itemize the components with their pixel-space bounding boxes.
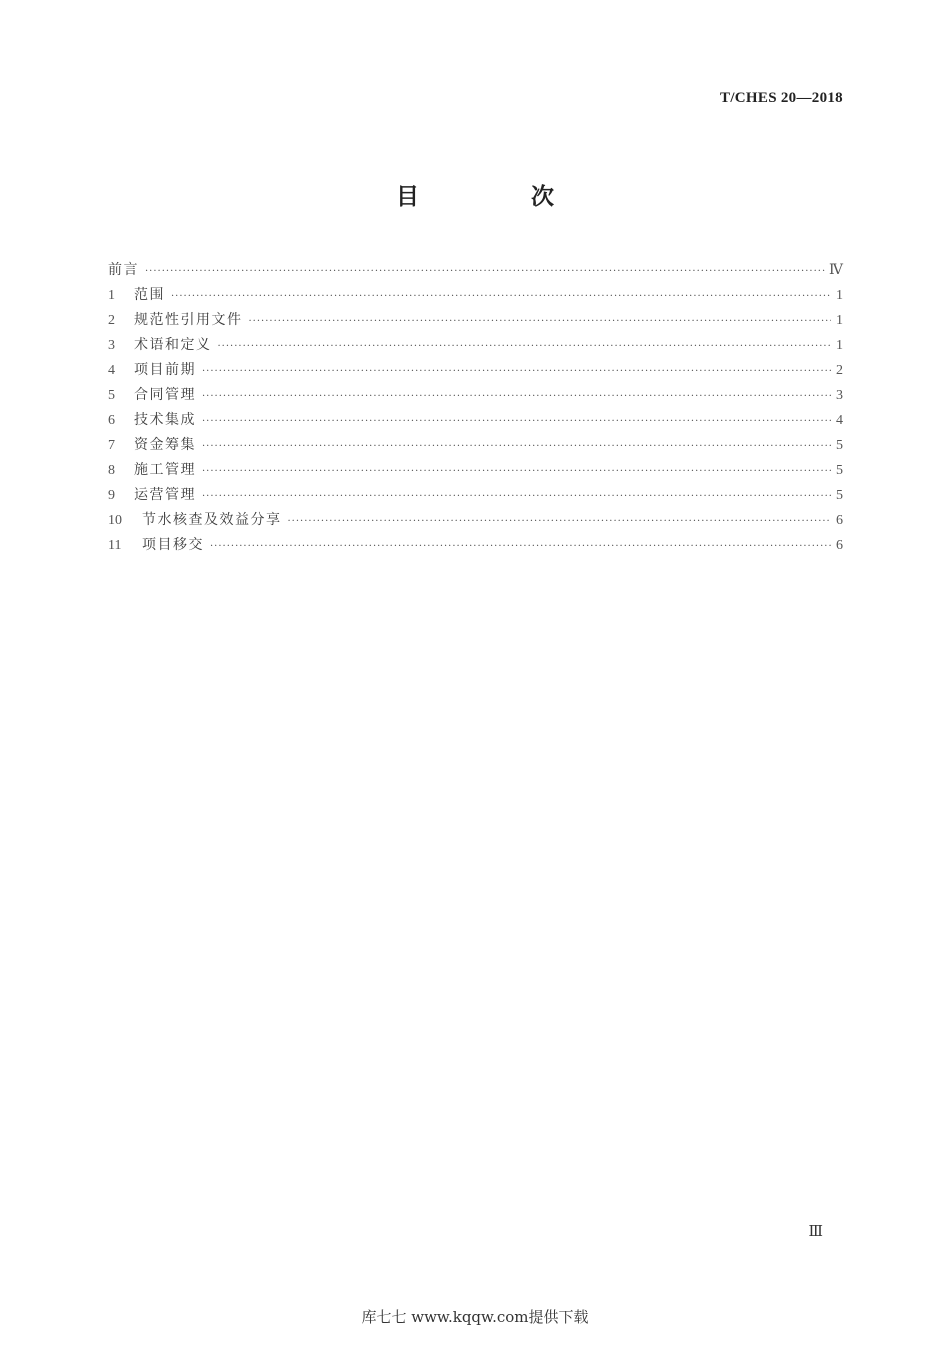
toc-leader-dots <box>218 334 832 359</box>
toc-entry-label: 项目移交 <box>142 537 204 553</box>
toc-entry[interactable] <box>108 283 843 308</box>
download-footer: 库七七 www.kqqw.com提供下载 <box>361 1308 589 1326</box>
toc-entry-page: 6 <box>836 538 843 553</box>
toc-entry-label: 运营管理 <box>134 487 196 503</box>
toc-leader-dots <box>145 259 825 284</box>
toc-entry-number: 6 <box>108 413 115 428</box>
toc-entry-page: 1 <box>836 313 843 328</box>
toc-entry-label: 术语和定义 <box>134 337 212 353</box>
toc-entry-number: 7 <box>108 438 115 453</box>
toc-entry-label: 节水核查及效益分享 <box>142 512 282 528</box>
toc-entry-page: 6 <box>836 513 843 528</box>
toc-entry-page: 2 <box>836 363 843 378</box>
toc-entry-page: 5 <box>836 463 843 478</box>
toc-entry-page: 1 <box>836 288 843 303</box>
toc-entry-label: 技术集成 <box>134 412 196 428</box>
toc-entry-page: 5 <box>836 438 843 453</box>
toc-entry[interactable] <box>108 408 843 433</box>
toc-entry[interactable] <box>108 358 843 383</box>
toc-leader-dots <box>249 309 832 334</box>
toc-entry-page: 3 <box>836 388 843 403</box>
toc-leader-dots <box>171 284 831 309</box>
toc-entry-number: 10 <box>108 513 122 528</box>
toc-entry-number: 1 <box>108 288 115 303</box>
toc-leader-dots <box>202 359 831 384</box>
toc-leader-dots <box>210 534 831 559</box>
page-number: Ⅲ <box>808 1224 823 1240</box>
toc-entry-label: 范围 <box>134 287 165 303</box>
toc-leader-dots <box>202 459 831 484</box>
toc-entry[interactable] <box>108 333 843 358</box>
toc-entry[interactable] <box>108 433 843 458</box>
toc-entry[interactable] <box>108 258 843 283</box>
standard-code: T/CHES 20—2018 <box>720 90 843 106</box>
toc-entry-label: 资金筹集 <box>134 437 196 453</box>
toc-entry-number: 3 <box>108 338 115 353</box>
toc-leader-dots <box>202 434 831 459</box>
toc-entry[interactable] <box>108 458 843 483</box>
toc-entry-page: 4 <box>836 413 843 428</box>
toc-entry-number: 8 <box>108 463 115 478</box>
toc-entry-page: Ⅳ <box>829 263 843 278</box>
toc-entry-number: 11 <box>108 538 122 553</box>
toc-entry-number: 2 <box>108 313 115 328</box>
toc-entry-label: 前言 <box>108 262 139 278</box>
toc-entry[interactable] <box>108 533 843 558</box>
toc-entry-label: 规范性引用文件 <box>134 312 243 328</box>
toc-entry-page: 5 <box>836 488 843 503</box>
toc-entry[interactable] <box>108 508 843 533</box>
toc-entry-number: 5 <box>108 388 115 403</box>
table-of-contents <box>108 258 843 558</box>
toc-entry-number: 9 <box>108 488 115 503</box>
toc-title: 目 次 <box>395 184 606 210</box>
toc-entry-number: 4 <box>108 363 115 378</box>
toc-entry-label: 项目前期 <box>134 362 196 378</box>
toc-leader-dots <box>202 484 831 509</box>
toc-entry[interactable] <box>108 483 843 508</box>
toc-entry[interactable] <box>108 308 843 333</box>
toc-entry[interactable] <box>108 383 843 408</box>
toc-leader-dots <box>202 409 831 434</box>
toc-entry-label: 施工管理 <box>134 462 196 478</box>
toc-entry-label: 合同管理 <box>134 387 196 403</box>
toc-leader-dots <box>202 384 831 409</box>
toc-entry-page: 1 <box>836 338 843 353</box>
toc-leader-dots <box>288 509 832 534</box>
